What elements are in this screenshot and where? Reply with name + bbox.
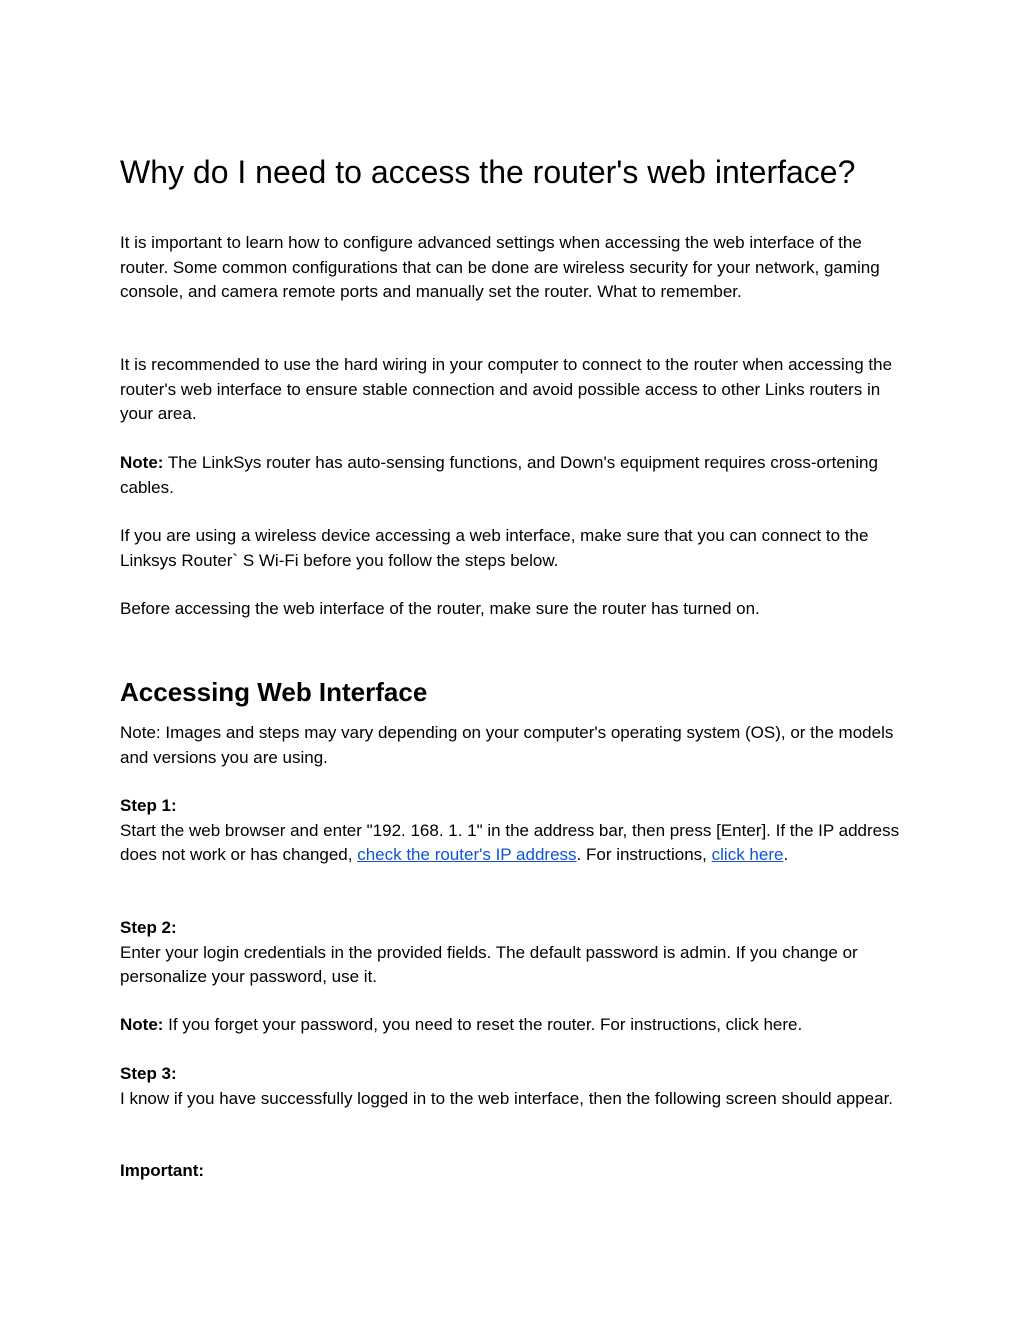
step-1-text: Start the web browser and enter "192. 168. 1. 1" in the address bar, then press [Enter]. If the IP address does not work or has changed,: [120, 820, 900, 864]
step-1-label: Step 1:: [120, 796, 177, 815]
important-section: [120, 1159, 905, 1184]
section-note: Note: Images and steps may vary depending on your computer's operating system (OS), or the models and versions you are using.: [120, 723, 894, 767]
step-1-text-end: .: [783, 845, 789, 864]
section-heading: Accessing Web Interface: [120, 677, 428, 707]
step-3: [120, 1062, 905, 1111]
click-here-link[interactable]: click here: [711, 845, 784, 864]
note-text: The LinkSys router has auto-sensing functions, and Down's equipment requires cross-ortening cables.: [120, 453, 878, 497]
step-3-label: Step 3:: [120, 1064, 177, 1083]
step-1: [120, 794, 905, 868]
step-1-text-middle: . For instructions,: [576, 845, 712, 864]
step-2: [120, 916, 905, 990]
step-2-label: Step 2:: [120, 918, 177, 937]
intro-paragraph-4: Before accessing the web interface of the router, make sure the router has turned on.: [120, 599, 760, 618]
check-ip-address-link[interactable]: check the router's IP address: [357, 845, 577, 864]
step-2-note-text: If you forget your password, you need to reset the router. For instructions, click here.: [163, 1015, 803, 1034]
step-2-text: Enter your login credentials in the provided fields. The default password is admin. If you change or personalize your password, use it.: [120, 942, 858, 986]
intro-note: [120, 451, 905, 500]
step-2-note-label: Note:: [120, 1015, 164, 1034]
step-2-note: [120, 1013, 905, 1038]
page-title: Why do I need to access the router's web interface?: [120, 154, 856, 190]
intro-paragraph-3: If you are using a wireless device accessing a web interface, make sure that you can connect to the Linksys Router` S Wi-Fi before you follow the steps below.: [120, 526, 869, 570]
step-3-text: I know if you have successfully logged in to the web interface, then the following screen should appear.: [120, 1088, 894, 1108]
intro-paragraph-2: It is recommended to use the hard wiring in your computer to connect to the router when accessing the router's web interface to ensure stable connection and avoid possible access to other Links routers in your area.: [120, 355, 893, 423]
note-label: Note:: [120, 453, 164, 472]
intro-paragraph-1: It is important to learn how to configure advanced settings when accessing the web interface of the router. Some common configurations that can be done are wireless security for your network, gaming console, and camera remote ports and manually set the router. What to remember.: [120, 233, 880, 301]
important-label: Important:: [120, 1161, 205, 1180]
